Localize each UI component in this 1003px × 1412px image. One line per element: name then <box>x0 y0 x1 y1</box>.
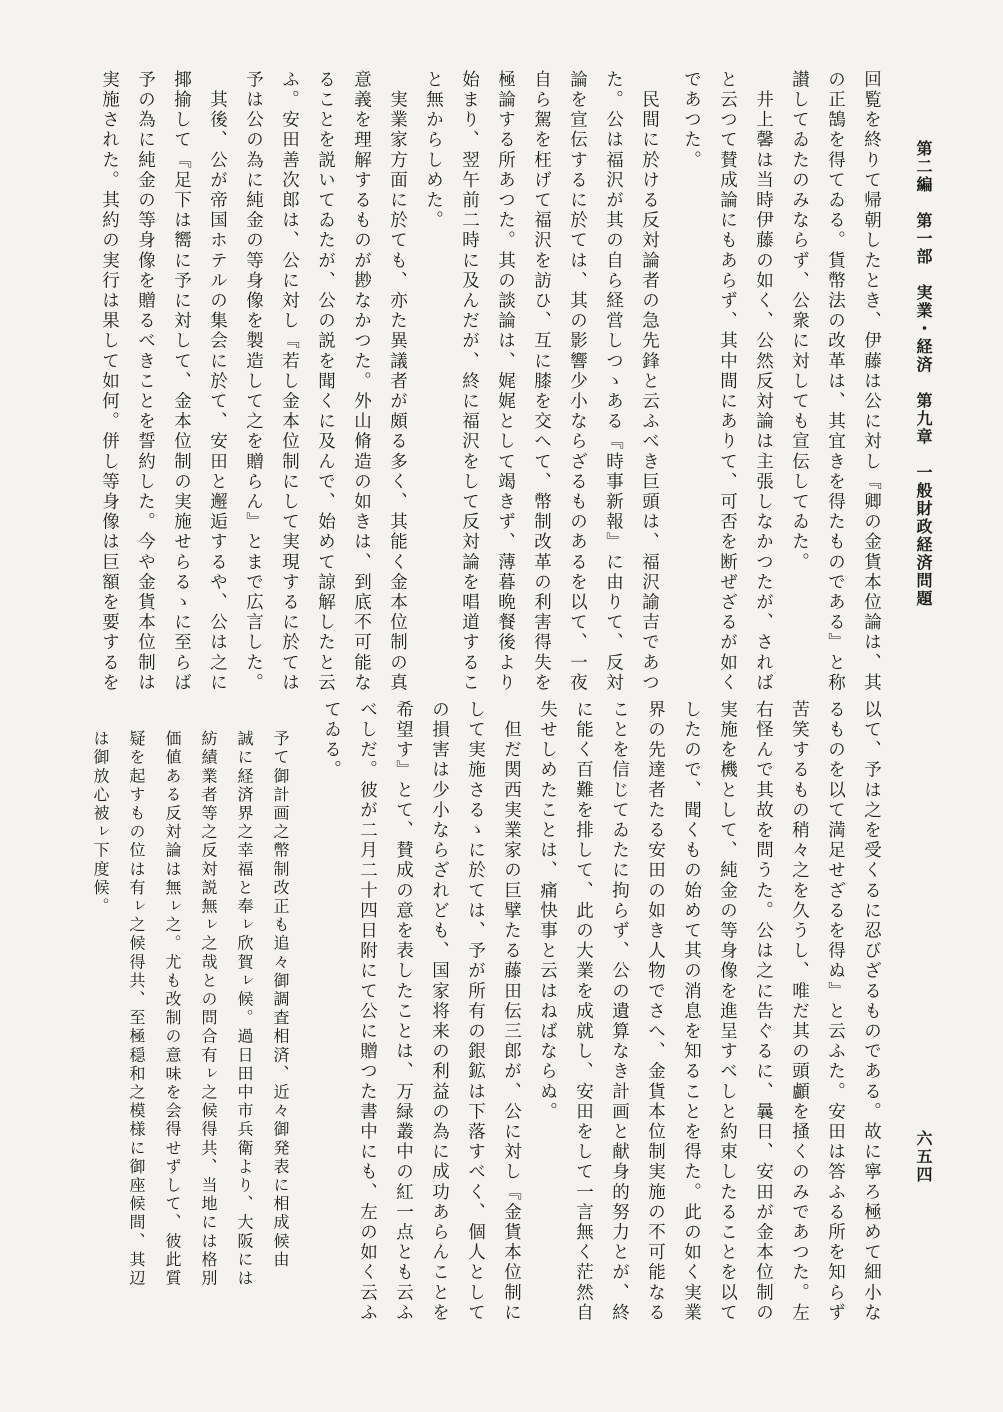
text-column: 意義を理解するものが尠なかつた。外山脩造の如きは、到底不可能な <box>351 70 372 694</box>
text-column: ることを説いてゐたが、公の説を聞くに及んで、始めて諒解したと云 <box>315 70 336 694</box>
text-column: 其後、公が帝国ホテルの集会に於て、安田と邂逅するや、公は之に <box>207 70 228 694</box>
quoted-letter-column: 価値ある反対論は無ㇾ之。尤も改制の意味を会得せずして、彼此質 <box>163 730 182 1288</box>
text-column: して実施さるゝに於ては、予が所有の銀鉱は下落すべく、個人として <box>465 700 486 1324</box>
text-column: 実業家方面に於ても、亦た異議者が頗る多く、其能く金本位制の真 <box>387 70 408 694</box>
text-column: 民間に於ける反対論者の急先鋒と云ふべき巨頭は、福沢諭吉であつ <box>639 70 660 694</box>
text-column: 極論する所あつた。其の談論は、娓娓として竭きず、薄暮晩餐後より <box>495 70 516 694</box>
text-column: ふ。安田善次郎は、公に対し『若し金本位制にして実現するに於ては <box>279 70 300 694</box>
text-column: 予は公の為に純金の等身像を製造して之を贈らん』とまで広言した。 <box>243 70 264 694</box>
running-head: 第二編 第一部 実業・経済 第九章 一般財政経済問題 <box>914 140 933 608</box>
quoted-letter-column: は御放心被ㇾ下度候。 <box>91 730 110 916</box>
text-column: 実施された。其約の実行は果して如何。併し等身像は巨額を要するを <box>99 70 120 694</box>
text-column: 予の為に純金の等身像を贈るべきことを誓約した。今や金貨本位制は <box>135 70 156 694</box>
text-column: であつた。 <box>681 70 702 171</box>
text-column: 界の先達者たる安田の如き人物でさへ、金貨本位制実施の不可能なる <box>645 700 666 1324</box>
text-column: 但だ関西実業家の巨擘たる藤田伝三郎が、公に対し『金貨本位制に <box>501 700 522 1324</box>
text-column: た。公は福沢が其の自ら経営しつゝある『時事新報』に由りて、反対 <box>603 70 624 694</box>
text-column: 讃してゐたのみならず、公衆に対しても宣伝してゐた。 <box>789 70 810 573</box>
text-column: ことを信じてゐたに拘らず、公の遺算なき計画と献身的努力とが、終 <box>609 700 630 1324</box>
text-column: 失せしめたことは、痛快事と云はねばならぬ。 <box>537 700 558 1123</box>
text-column: の正鵠を得てゐる。貨幣法の改革は、其宜きを得たものである』と称 <box>825 70 846 694</box>
text-column: の損害は少小ならざれども、国家将来の利益の為に成功あらんことを <box>429 700 450 1324</box>
text-column: したので、聞くもの始めて其の消息を知ることを得た。此の如く実業 <box>681 700 702 1324</box>
text-column: てゐる。 <box>321 700 342 781</box>
text-column: 苦笑するもの稍々之を久うし、唯だ其の頭顱を掻くのみであつた。左 <box>789 700 810 1324</box>
text-column: 以て、予は之を受くるに忍びざるものである。故に寧ろ極めて細小な <box>861 700 882 1324</box>
text-column: に能く百難を排して、此の大業を成就し、安田をして一言無く茫然自 <box>573 700 594 1324</box>
text-column: るものを以て満足せざるを得ぬ』と云ふた。安田は答ふる所を知らず <box>825 700 846 1324</box>
text-column: 揶揄して『足下は嚮に予に対して、金本位制の実施せらるゝに至らば <box>171 70 192 694</box>
text-column: 実施を機として、純金の等身像を進呈すべしと約束したることを以て <box>717 700 738 1324</box>
text-column: 井上馨は当時伊藤の如く、公然反対論は主張しなかつたが、されば <box>753 70 774 694</box>
text-column: 回覧を終りて帰朝したとき、伊藤は公に対し『卿の金貨本位論は、其 <box>861 70 882 694</box>
text-column: 希望す』とて、賛成の意を表したことは、万緑叢中の紅一点とも云ふ <box>393 700 414 1324</box>
quoted-letter-column: 誠に経済界之幸福と奉ㇾ欣賀ㇾ候。過日田中市兵衛より、大阪には <box>235 730 254 1288</box>
page-number: 六五四 <box>914 1130 933 1184</box>
quoted-letter-column: 予て御計画之幣制改正も追々御調査相済、近々御発表に相成候由 <box>271 730 290 1270</box>
text-column: 自ら駕を枉げて福沢を訪ひ、互に膝を交へて、幣制改革の利害得失を <box>531 70 552 694</box>
text-column: 右怪んで其故を問うた。公は之に告ぐるに、曩日、安田が金本位制の <box>753 700 774 1324</box>
quoted-letter-column: 疑を起すもの位は有ㇾ之候得共、至極穏和之模様に御座候間、其辺 <box>127 730 146 1288</box>
text-column: 始まり、翌午前二時に及んだが、終に福沢をして反対論を唱道するこ <box>459 70 480 694</box>
text-column: と無からしめた。 <box>423 70 444 231</box>
quoted-letter-column: 紡績業者等之反対説無ㇾ之哉との問合有ㇾ之候得共、当地には格別 <box>199 730 218 1288</box>
text-column: 論を宣伝するに於ては、其の影響少小ならざるものあるを以て、一夜 <box>567 70 588 694</box>
text-column: と云つて賛成論にもあらず、其中間にありて、可否を断ぜざるが如く <box>717 70 738 694</box>
text-column: べしだ。彼が二月二十四日附にて公に贈つた書中にも、左の如く云ふ <box>357 700 378 1324</box>
